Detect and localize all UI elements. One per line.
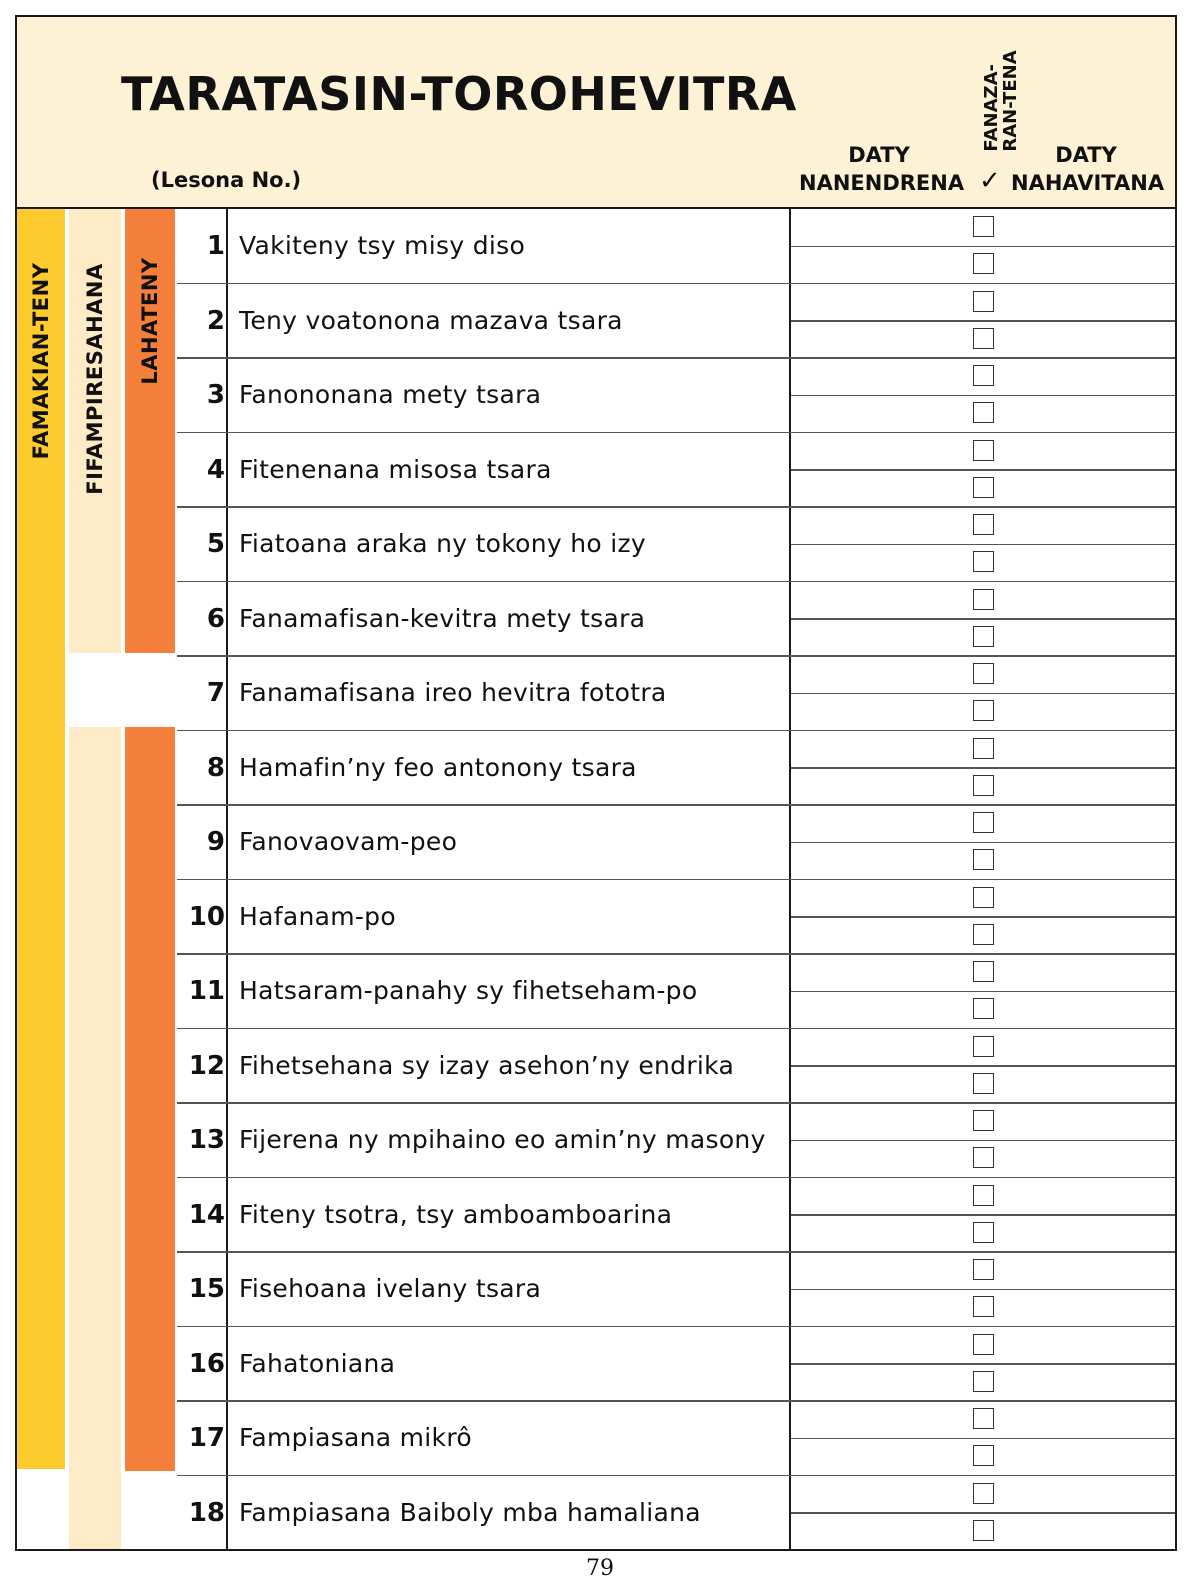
date-completed-field[interactable]	[1021, 246, 1175, 283]
date-completed-field[interactable]	[1021, 1140, 1175, 1177]
lesson-row	[177, 656, 1175, 730]
date-assigned-field[interactable]	[791, 768, 961, 805]
date-completed-field[interactable]	[1021, 433, 1175, 470]
lesson-number: 7	[206, 678, 225, 708]
practice-checkbox[interactable]	[973, 291, 994, 312]
date-assigned-field[interactable]	[791, 954, 961, 991]
practice-checkbox[interactable]	[973, 551, 994, 572]
lesson-number: 6	[206, 603, 225, 634]
practice-checkbox[interactable]	[973, 738, 994, 759]
date-assigned-field[interactable]	[791, 805, 961, 842]
row-midline	[791, 320, 1175, 322]
lesson-number: 1	[206, 231, 225, 261]
row-midline	[791, 916, 1175, 918]
date-assigned-field[interactable]	[791, 395, 961, 432]
lesson-title: Fisehoana ivelany tsara	[239, 1274, 542, 1303]
practice-header: FANAZA- RAN-TENA	[981, 50, 1021, 152]
row-midline	[791, 618, 1175, 620]
date-assigned-field[interactable]	[791, 1252, 961, 1289]
date-completed-field[interactable]	[1021, 768, 1175, 805]
date-assigned-field[interactable]	[791, 209, 961, 246]
lesson-number: 13	[188, 1125, 225, 1155]
practice-checkbox[interactable]	[973, 1483, 994, 1504]
date-completed-field[interactable]	[1021, 1215, 1175, 1252]
band-lahateny	[125, 209, 175, 653]
date-assigned-field[interactable]	[791, 1438, 961, 1475]
date-assigned-field[interactable]	[791, 1215, 961, 1252]
date-assigned-field[interactable]	[791, 1140, 961, 1177]
practice-checkbox[interactable]	[973, 961, 994, 982]
lesson-title: Vakiteny tsy misy diso	[239, 231, 526, 260]
practice-checkbox[interactable]	[973, 924, 994, 945]
date-assigned-field[interactable]	[791, 1401, 961, 1438]
row-midline	[791, 246, 1175, 248]
lesson-title: Fanovaovam-peo	[239, 827, 458, 856]
lesson-title: Fitenenana misosa tsara	[239, 454, 552, 484]
row-midline	[791, 991, 1175, 993]
row-midline	[791, 842, 1175, 844]
practice-checkbox[interactable]	[973, 1445, 994, 1466]
practice-checkbox[interactable]	[973, 1036, 994, 1057]
date-completed-field[interactable]	[1021, 1438, 1175, 1475]
date-assigned-field[interactable]	[791, 1066, 961, 1103]
lesson-title: Fampiasana mikrô	[239, 1423, 472, 1452]
lesson-number: 15	[188, 1274, 225, 1304]
date-assigned-field[interactable]	[791, 731, 961, 768]
row-midline	[791, 395, 1175, 397]
band-famakian-teny	[17, 209, 65, 1469]
row-midline	[791, 544, 1175, 546]
row-midline	[791, 1140, 1175, 1142]
practice-checkbox[interactable]	[973, 328, 994, 349]
date-completed-field[interactable]	[1021, 321, 1175, 358]
date-completed-field[interactable]	[1021, 656, 1175, 693]
date-assigned-field[interactable]	[791, 619, 961, 656]
date-completed-header: DATY NAHAVITANA	[1011, 143, 1165, 195]
date-completed-field[interactable]	[1021, 1252, 1175, 1289]
practice-checkbox[interactable]	[973, 477, 994, 498]
lesson-row	[177, 1401, 1175, 1475]
date-assigned-field[interactable]	[791, 656, 961, 693]
practice-checkbox[interactable]	[973, 812, 994, 833]
lesson-number: 16	[188, 1348, 225, 1379]
lesson-number: 17	[188, 1423, 225, 1453]
lesson-number: 11	[188, 976, 225, 1006]
lesson-row	[177, 433, 1175, 507]
band-fifampiresahana	[69, 209, 121, 653]
lesson-number: 5	[206, 529, 225, 559]
practice-checkbox[interactable]	[973, 700, 994, 721]
lesson-number-label: (Lesona No.)	[151, 168, 302, 192]
date-assigned-field[interactable]	[791, 1513, 961, 1550]
date-completed-field[interactable]	[1021, 544, 1175, 581]
date-assigned-field[interactable]	[791, 246, 961, 283]
lesson-title: Fanamafisan-kevitra mety tsara	[239, 603, 646, 633]
practice-checkbox[interactable]	[973, 1520, 994, 1541]
date-assigned-field[interactable]	[791, 1364, 961, 1401]
lesson-row	[177, 954, 1175, 1028]
date-completed-field[interactable]	[1021, 507, 1175, 544]
lesson-number: 4	[206, 454, 225, 485]
row-midline	[791, 469, 1175, 471]
practice-checkbox[interactable]	[973, 589, 994, 610]
date-completed-field[interactable]	[1021, 1178, 1175, 1215]
progress-chart	[15, 15, 1177, 1551]
date-completed-field[interactable]	[1021, 805, 1175, 842]
practice-checkbox[interactable]	[973, 216, 994, 237]
date-completed-field[interactable]	[1021, 1029, 1175, 1066]
date-completed-field[interactable]	[1021, 1066, 1175, 1103]
practice-checkbox[interactable]	[973, 253, 994, 274]
practice-checkbox[interactable]	[973, 402, 994, 423]
practice-checkbox[interactable]	[973, 365, 994, 386]
date-assigned-field[interactable]	[791, 544, 961, 581]
page-number: 79	[586, 1556, 614, 1581]
practice-checkbox[interactable]	[973, 626, 994, 647]
row-midline	[791, 1512, 1175, 1514]
lesson-row	[177, 582, 1175, 656]
date-assigned-field[interactable]	[791, 1327, 961, 1364]
lesson-row	[177, 1103, 1175, 1177]
lesson-row	[177, 507, 1175, 581]
lesson-title: Fihetsehana sy izay asehon’ny endrika	[239, 1050, 735, 1080]
lesson-row	[177, 1327, 1175, 1401]
practice-checkbox[interactable]	[973, 1222, 994, 1243]
practice-checkbox[interactable]	[973, 663, 994, 684]
practice-checkbox[interactable]	[973, 775, 994, 796]
lesson-row	[177, 880, 1175, 954]
date-completed-field[interactable]	[1021, 842, 1175, 879]
lesson-row	[177, 358, 1175, 432]
date-assigned-field[interactable]	[791, 284, 961, 321]
date-assigned-field[interactable]	[791, 582, 961, 619]
date-completed-field[interactable]	[1021, 619, 1175, 656]
date-assigned-field[interactable]	[791, 321, 961, 358]
practice-checkbox[interactable]	[973, 887, 994, 908]
row-midline	[791, 767, 1175, 769]
lesson-row	[177, 805, 1175, 879]
practice-checkbox[interactable]	[973, 1408, 994, 1429]
lesson-number: 12	[188, 1050, 225, 1081]
row-midline	[791, 693, 1175, 695]
date-assigned-field[interactable]	[791, 433, 961, 470]
date-completed-field[interactable]	[1021, 954, 1175, 991]
practice-checkbox[interactable]	[973, 1073, 994, 1094]
date-completed-field[interactable]	[1021, 1401, 1175, 1438]
band-lahateny-label: LAHATENY	[138, 257, 162, 385]
practice-checkbox[interactable]	[973, 998, 994, 1019]
date-completed-field[interactable]	[1021, 1364, 1175, 1401]
lesson-row	[177, 1029, 1175, 1103]
date-completed-field[interactable]	[1021, 209, 1175, 246]
page-title: TARATASIN-TOROHEVITRA	[121, 67, 797, 121]
date-completed-field[interactable]	[1021, 582, 1175, 619]
practice-checkbox[interactable]	[973, 440, 994, 461]
date-completed-field[interactable]	[1021, 693, 1175, 730]
row-midline	[791, 1438, 1175, 1440]
date-assigned-field[interactable]	[791, 1103, 961, 1140]
lesson-title: Fiatoana araka ny tokony ho izy	[239, 529, 646, 558]
lesson-title: Fanononana mety tsara	[239, 380, 542, 409]
practice-checkbox[interactable]	[973, 1147, 994, 1168]
lesson-title: Fahatoniana	[239, 1348, 396, 1378]
band-fifampiresahana-lower	[69, 727, 121, 1551]
row-midline	[791, 1363, 1175, 1365]
date-completed-field[interactable]	[1021, 917, 1175, 954]
chart-header	[17, 17, 1175, 209]
lesson-row	[177, 209, 1175, 283]
checkmark-icon: ✓	[979, 166, 1001, 196]
practice-checkbox[interactable]	[973, 1259, 994, 1280]
practice-checkbox[interactable]	[973, 849, 994, 870]
lesson-row	[177, 1476, 1175, 1550]
lesson-row	[177, 731, 1175, 805]
lesson-title: Fiteny tsotra, tsy amboamboarina	[239, 1199, 673, 1229]
lesson-title: Hafanam-po	[239, 901, 396, 931]
lesson-title: Fanamafisana ireo hevitra fototra	[239, 678, 667, 707]
date-completed-field[interactable]	[1021, 1103, 1175, 1140]
lesson-title: Teny voatonona mazava tsara	[239, 305, 623, 335]
practice-checkbox[interactable]	[973, 1334, 994, 1355]
date-completed-field[interactable]	[1021, 470, 1175, 507]
date-assigned-field[interactable]	[791, 917, 961, 954]
date-completed-field[interactable]	[1021, 1513, 1175, 1550]
date-assigned-field[interactable]	[791, 358, 961, 395]
date-assigned-field[interactable]	[791, 842, 961, 879]
date-assigned-field[interactable]	[791, 507, 961, 544]
lesson-row	[177, 284, 1175, 358]
lesson-number: 14	[188, 1199, 225, 1230]
date-completed-field[interactable]	[1021, 284, 1175, 321]
lesson-title: Fampiasana Baiboly mba hamaliana	[239, 1497, 701, 1527]
date-completed-field[interactable]	[1021, 1327, 1175, 1364]
date-completed-field[interactable]	[1021, 395, 1175, 432]
lesson-title: Fijerena ny mpihaino eo amin’ny masony	[239, 1125, 766, 1154]
date-completed-field[interactable]	[1021, 991, 1175, 1028]
practice-checkbox[interactable]	[973, 1185, 994, 1206]
date-completed-field[interactable]	[1021, 358, 1175, 395]
date-completed-field[interactable]	[1021, 1289, 1175, 1326]
date-completed-field[interactable]	[1021, 880, 1175, 917]
practice-checkbox[interactable]	[973, 1371, 994, 1392]
date-assigned-field[interactable]	[791, 470, 961, 507]
date-assigned-field[interactable]	[791, 1289, 961, 1326]
lesson-row	[177, 1178, 1175, 1252]
lesson-number: 3	[206, 380, 225, 410]
practice-checkbox[interactable]	[973, 1110, 994, 1131]
lesson-number: 8	[206, 752, 225, 783]
practice-checkbox[interactable]	[973, 514, 994, 535]
date-assigned-field[interactable]	[791, 1029, 961, 1066]
lesson-row	[177, 1252, 1175, 1326]
date-assigned-field[interactable]	[791, 880, 961, 917]
band-famakian-teny-label: FAMAKIAN-TENY	[29, 262, 53, 460]
lesson-number: 9	[206, 827, 225, 857]
row-midline	[791, 1065, 1175, 1067]
date-assigned-field[interactable]	[791, 991, 961, 1028]
date-assigned-field[interactable]	[791, 1178, 961, 1215]
band-lahateny-lower	[125, 727, 175, 1471]
date-completed-field[interactable]	[1021, 731, 1175, 768]
band-fifampiresahana-label: FIFAMPIRESAHANA	[83, 263, 107, 495]
date-assigned-field[interactable]	[791, 1476, 961, 1513]
date-completed-field[interactable]	[1021, 1476, 1175, 1513]
lesson-title: Hamafin’ny feo antonony tsara	[239, 752, 637, 782]
lesson-number: 2	[206, 305, 225, 336]
lesson-number: 10	[188, 901, 225, 932]
lesson-number: 18	[188, 1497, 225, 1528]
date-assigned-field[interactable]	[791, 693, 961, 730]
lesson-title: Hatsaram-panahy sy fihetseham-po	[239, 976, 698, 1005]
row-midline	[791, 1289, 1175, 1291]
practice-checkbox[interactable]	[973, 1296, 994, 1317]
date-assigned-header: DATY NANENDRENA	[799, 143, 965, 195]
row-midline	[791, 1214, 1175, 1216]
